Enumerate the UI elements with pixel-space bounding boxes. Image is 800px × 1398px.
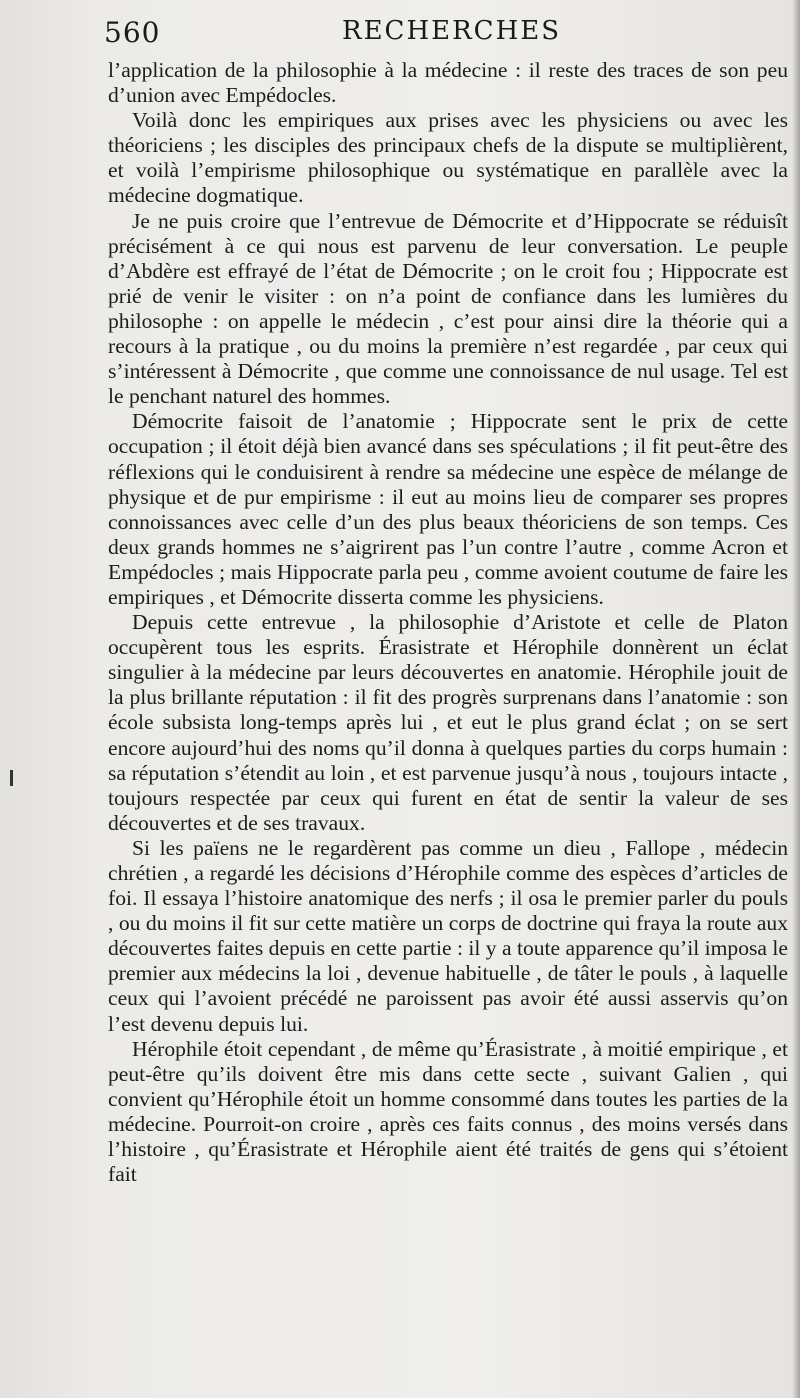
page-header bbox=[104, 14, 784, 54]
paragraph-7: Hérophile étoit cependant , de même qu’Érasistrate , à moitié empirique , et peut-être qu’ils doivent être mis dans cette secte , suivant Galien , qui convient qu’Hérophile étoit un homme consommé dans toutes les parties de la médecine. Pourroit-on croire , après ces faits connus , des moins versés dans l’histoire , qu’Érasistrate et Hérophile aient été traités de gens qui s’étoient fait bbox=[108, 1036, 788, 1187]
paragraph-4: Démocrite faisoit de l’anatomie ; Hippocrate sent le prix de cette occupation ; il étoit déjà bien avancé dans ses spéculations ; il fit peut-être des réflexions qui le conduisirent à rendre sa médecine une espèce de mélange de physique et de pur empirisme : il eut au moins lieu de comparer ses propres connoissances avec celle d’un des plus beaux théoriciens de son temps. Ces deux grands hommes ne s’aigrirent pas l’un contre l’autre , comme Acron et Empédocles ; mais Hippocrate parla peu , comme avoient coutume de faire les empiriques , et Démocrite disserta comme les physiciens. bbox=[108, 409, 788, 609]
body-text bbox=[108, 58, 788, 1187]
paragraph-1: l’application de la philosophie à la médecine : il reste des traces de son peu d’union avec Empédocles. bbox=[108, 58, 788, 108]
paragraph-6: Si les païens ne le regardèrent pas comme un dieu , Fallope , médecin chrétien , a regardé les décisions d’Hérophile comme des espèces d’articles de foi. Il essaya l’histoire anatomique des nerfs ; il osa le premier parler du pouls , ou du moins il fit sur cette matière un corps de doctrine qui fraya la route aux découvertes faites depuis en cette partie : il y a toute apparence qu’il imposa le premier aux médecins la loi , devenue habituelle , de tâter le pouls , à laquelle ceux qui l’avoient précédé ne paroissent pas avoir été aussi asservis qu’on l’est devenu depuis lui. bbox=[108, 835, 788, 1036]
page-edge-shadow bbox=[792, 0, 800, 1398]
paragraph-2: Voilà donc les empiriques aux prises avec les physiciens ou avec les théoriciens ; les disciples des principaux chefs de la dispute se multiplièrent, et voilà l’empirisme philosophique ou systématique en parallèle avec la médecine dogmatique. bbox=[108, 108, 788, 208]
margin-mark bbox=[10, 770, 13, 786]
paragraph-5: Depuis cette entrevue , la philosophie d’Aristote et celle de Platon occupèrent tous les esprits. Érasistrate et Hérophile donnèrent un éclat singulier à la médecine par leurs découvertes en anatomie. Hérophile jouit de la plus brillante réputation : il fit des progrès surprenans dans l’anatomie : son école subsista long-temps après lui , et eut le plus grand éclat ; on se sert encore aujourd’hui des noms qu’il donna à quelques parties du corps humain : sa réputation s’étendit au loin , et est parvenue jusqu’à nous , toujours intacte , toujours respectée par ceux qui furent en état de sentir la valeur de ses découvertes et de ses travaux. bbox=[108, 610, 788, 835]
running-title: RECHERCHES bbox=[342, 16, 562, 46]
paragraph-3: Je ne puis croire que l’entrevue de Démocrite et d’Hippocrate se réduisît précisément à ce qui nous est parvenu de leur conversation. Le peuple d’Abdère est effrayé de l’état de Démocrite ; on le croit fou ; Hippocrate est prié de venir le visiter : on n’a point de confiance dans les lumières du philosophe : on appelle le médecin , c’est pour ainsi dire la théorie qui a recours à la pratique , ou du moins la première n’est regardée , par ceux qui s’intéressent à Démocrite , que comme une connoissance de nul usage. Tel est le penchant naturel des hommes. bbox=[108, 208, 788, 409]
page-number: 560 bbox=[104, 16, 161, 49]
